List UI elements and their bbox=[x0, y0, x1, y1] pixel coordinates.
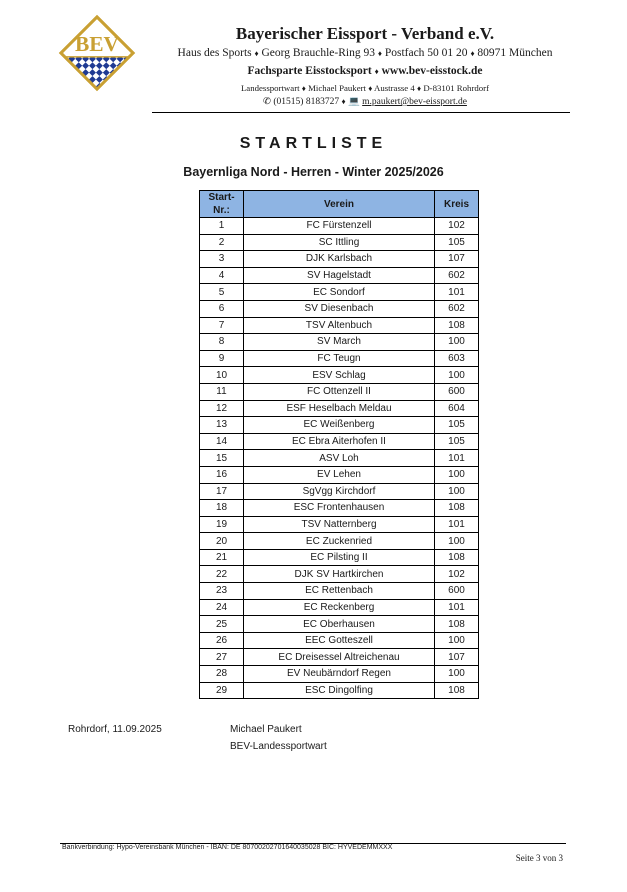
table-row bbox=[200, 682, 479, 699]
cell-kreis: 100 bbox=[435, 367, 479, 384]
table-row bbox=[200, 433, 479, 450]
cell-verein: TSV Altenbuch bbox=[244, 317, 435, 334]
phone-number: (01515) 8183727 bbox=[273, 97, 340, 107]
cell-start-nr: 15 bbox=[200, 450, 244, 467]
division-name: Fachsparte Eisstocksport bbox=[247, 65, 372, 77]
cell-start-nr: 26 bbox=[200, 632, 244, 649]
table-row bbox=[200, 632, 479, 649]
cell-verein: FC Ottenzell II bbox=[244, 383, 435, 400]
signer-name: Michael Paukert bbox=[230, 724, 302, 735]
cell-start-nr: 20 bbox=[200, 533, 244, 550]
cell-start-nr: 1 bbox=[200, 218, 244, 235]
cell-start-nr: 22 bbox=[200, 566, 244, 583]
cell-start-nr: 27 bbox=[200, 649, 244, 666]
cell-start-nr: 29 bbox=[200, 682, 244, 699]
cell-kreis: 108 bbox=[435, 549, 479, 566]
cell-kreis: 101 bbox=[435, 516, 479, 533]
page-number: Seite 3 von 3 bbox=[515, 853, 563, 863]
contact-street: Austrasse 4 bbox=[374, 83, 415, 93]
address-city: 80971 München bbox=[477, 47, 553, 59]
cell-kreis: 107 bbox=[435, 251, 479, 268]
cell-verein: ASV Loh bbox=[244, 450, 435, 467]
cell-kreis: 100 bbox=[435, 666, 479, 683]
signer-role: BEV-Landessportwart bbox=[230, 741, 327, 752]
table-row bbox=[200, 466, 479, 483]
cell-kreis: 105 bbox=[435, 234, 479, 251]
cell-verein: EC Reckenberg bbox=[244, 599, 435, 616]
bev-logo bbox=[58, 14, 136, 92]
separator-icon: ♦ bbox=[417, 84, 422, 93]
cell-start-nr: 4 bbox=[200, 267, 244, 284]
cell-verein: SV Diesenbach bbox=[244, 300, 435, 317]
cell-verein: ESF Heselbach Meldau bbox=[244, 400, 435, 417]
cell-start-nr: 25 bbox=[200, 616, 244, 633]
table-row bbox=[200, 599, 479, 616]
cell-kreis: 603 bbox=[435, 350, 479, 367]
table-row bbox=[200, 284, 479, 301]
cell-kreis: 105 bbox=[435, 433, 479, 450]
table-row bbox=[200, 566, 479, 583]
table-row bbox=[200, 400, 479, 417]
cell-kreis: 108 bbox=[435, 317, 479, 334]
cell-kreis: 108 bbox=[435, 500, 479, 517]
cell-start-nr: 23 bbox=[200, 583, 244, 600]
address-postbox: Postfach 50 01 20 bbox=[384, 47, 468, 59]
cell-start-nr: 8 bbox=[200, 334, 244, 351]
table-row bbox=[200, 533, 479, 550]
table-row bbox=[200, 500, 479, 517]
cell-start-nr: 5 bbox=[200, 284, 244, 301]
cell-start-nr: 3 bbox=[200, 251, 244, 268]
start-list-table bbox=[199, 190, 479, 699]
contact-person-line bbox=[150, 83, 580, 93]
cell-start-nr: 19 bbox=[200, 516, 244, 533]
cell-kreis: 600 bbox=[435, 383, 479, 400]
cell-start-nr: 13 bbox=[200, 417, 244, 434]
cell-kreis: 105 bbox=[435, 417, 479, 434]
cell-kreis: 102 bbox=[435, 566, 479, 583]
address-house: Haus des Sports bbox=[177, 47, 252, 59]
cell-verein: EV Neubärndorf Regen bbox=[244, 666, 435, 683]
cell-verein: FC Teugn bbox=[244, 350, 435, 367]
cell-start-nr: 28 bbox=[200, 666, 244, 683]
bank-details: Bankverbindung: Hypo-Vereinsbank München - IBAN: DE 80700202701640035028 BIC: HYVEDEMMXXX bbox=[62, 844, 393, 851]
header-kreis: Kreis bbox=[435, 191, 479, 218]
separator-icon: ♦ bbox=[377, 49, 382, 58]
table-row bbox=[200, 450, 479, 467]
org-name: Bayerischer Eissport - Verband e.V. bbox=[235, 24, 495, 43]
cell-start-nr: 16 bbox=[200, 466, 244, 483]
cell-verein: EV Lehen bbox=[244, 466, 435, 483]
cell-verein: EC Sondorf bbox=[244, 284, 435, 301]
cell-verein: SC Ittling bbox=[244, 234, 435, 251]
header-start-nr: Start- Nr.: bbox=[200, 191, 244, 218]
cell-kreis: 100 bbox=[435, 632, 479, 649]
table-header-row bbox=[200, 191, 479, 218]
cell-kreis: 100 bbox=[435, 483, 479, 500]
cell-start-nr: 7 bbox=[200, 317, 244, 334]
place-date: Rohrdorf, 11.09.2025 bbox=[68, 724, 162, 735]
separator-icon: ♦ bbox=[368, 84, 373, 93]
cell-kreis: 100 bbox=[435, 466, 479, 483]
cell-start-nr: 9 bbox=[200, 350, 244, 367]
cell-verein: EC Ebra Aiterhofen II bbox=[244, 433, 435, 450]
table-row bbox=[200, 649, 479, 666]
cell-verein: SgVgg Kirchdorf bbox=[244, 483, 435, 500]
cell-start-nr: 12 bbox=[200, 400, 244, 417]
cell-start-nr: 11 bbox=[200, 383, 244, 400]
cell-verein: EC Zuckenried bbox=[244, 533, 435, 550]
cell-verein: EC Weißenberg bbox=[244, 417, 435, 434]
cell-kreis: 108 bbox=[435, 616, 479, 633]
website-link[interactable]: www.bev-eisstock.de bbox=[381, 65, 483, 77]
table-row bbox=[200, 516, 479, 533]
contact-line bbox=[150, 96, 580, 107]
cell-kreis: 108 bbox=[435, 682, 479, 699]
table-row bbox=[200, 583, 479, 600]
header-divider bbox=[152, 112, 570, 113]
org-address bbox=[150, 47, 580, 59]
cell-verein: ESC Frontenhausen bbox=[244, 500, 435, 517]
phone-icon: ✆ bbox=[263, 97, 272, 107]
table-row bbox=[200, 267, 479, 284]
cell-kreis: 604 bbox=[435, 400, 479, 417]
separator-icon: ♦ bbox=[341, 97, 346, 106]
header-verein: Verein bbox=[244, 191, 435, 218]
separator-icon: ♦ bbox=[374, 67, 379, 76]
cell-verein: ESV Schlag bbox=[244, 367, 435, 384]
cell-verein: EC Oberhausen bbox=[244, 616, 435, 633]
division-line bbox=[150, 65, 580, 77]
cell-verein: DJK SV Hartkirchen bbox=[244, 566, 435, 583]
cell-verein: EC Dreisessel Altreichenau bbox=[244, 649, 435, 666]
cell-verein: EEC Gotteszell bbox=[244, 632, 435, 649]
cell-start-nr: 2 bbox=[200, 234, 244, 251]
table-row bbox=[200, 334, 479, 351]
page-title: STARTLISTE bbox=[239, 135, 388, 152]
cell-verein: TSV Natternberg bbox=[244, 516, 435, 533]
table-row bbox=[200, 367, 479, 384]
cell-start-nr: 10 bbox=[200, 367, 244, 384]
table-row bbox=[200, 549, 479, 566]
table-row bbox=[200, 666, 479, 683]
address-street: Georg Brauchle-Ring 93 bbox=[261, 47, 375, 59]
table-row bbox=[200, 350, 479, 367]
table-row bbox=[200, 300, 479, 317]
cell-verein: EC Pilsting II bbox=[244, 549, 435, 566]
cell-start-nr: 21 bbox=[200, 549, 244, 566]
table-row bbox=[200, 383, 479, 400]
cell-kreis: 107 bbox=[435, 649, 479, 666]
cell-start-nr: 24 bbox=[200, 599, 244, 616]
cell-verein: DJK Karlsbach bbox=[244, 251, 435, 268]
logo-text: BEV bbox=[74, 32, 120, 57]
separator-icon: ♦ bbox=[254, 49, 259, 58]
cell-kreis: 602 bbox=[435, 300, 479, 317]
table-row bbox=[200, 417, 479, 434]
cell-kreis: 101 bbox=[435, 284, 479, 301]
cell-kreis: 600 bbox=[435, 583, 479, 600]
computer-icon: 💻 bbox=[347, 97, 360, 107]
contact-role: Landessportwart bbox=[240, 83, 300, 93]
cell-start-nr: 18 bbox=[200, 500, 244, 517]
separator-icon: ♦ bbox=[301, 84, 306, 93]
cell-start-nr: 6 bbox=[200, 300, 244, 317]
cell-verein: FC Fürstenzell bbox=[244, 218, 435, 235]
email-link[interactable]: m.paukert@bev-eissport.de bbox=[362, 97, 467, 107]
table-row bbox=[200, 251, 479, 268]
cell-start-nr: 14 bbox=[200, 433, 244, 450]
cell-kreis: 100 bbox=[435, 334, 479, 351]
table-row bbox=[200, 616, 479, 633]
cell-verein: SV Hagelstadt bbox=[244, 267, 435, 284]
table-row bbox=[200, 483, 479, 500]
cell-start-nr: 17 bbox=[200, 483, 244, 500]
table-row bbox=[200, 317, 479, 334]
cell-kreis: 101 bbox=[435, 450, 479, 467]
separator-icon: ♦ bbox=[470, 49, 475, 58]
cell-verein: ESC Dingolfing bbox=[244, 682, 435, 699]
cell-verein: SV March bbox=[244, 334, 435, 351]
table-row bbox=[200, 234, 479, 251]
cell-kreis: 100 bbox=[435, 533, 479, 550]
contact-name: Michael Paukert bbox=[308, 83, 366, 93]
cell-kreis: 102 bbox=[435, 218, 479, 235]
contact-city: D-83101 Rohrdorf bbox=[423, 83, 490, 93]
cell-verein: EC Rettenbach bbox=[244, 583, 435, 600]
cell-kreis: 602 bbox=[435, 267, 479, 284]
cell-kreis: 101 bbox=[435, 599, 479, 616]
table-row bbox=[200, 218, 479, 235]
page-subtitle: Bayernliga Nord - Herren - Winter 2025/2026 bbox=[183, 165, 444, 179]
